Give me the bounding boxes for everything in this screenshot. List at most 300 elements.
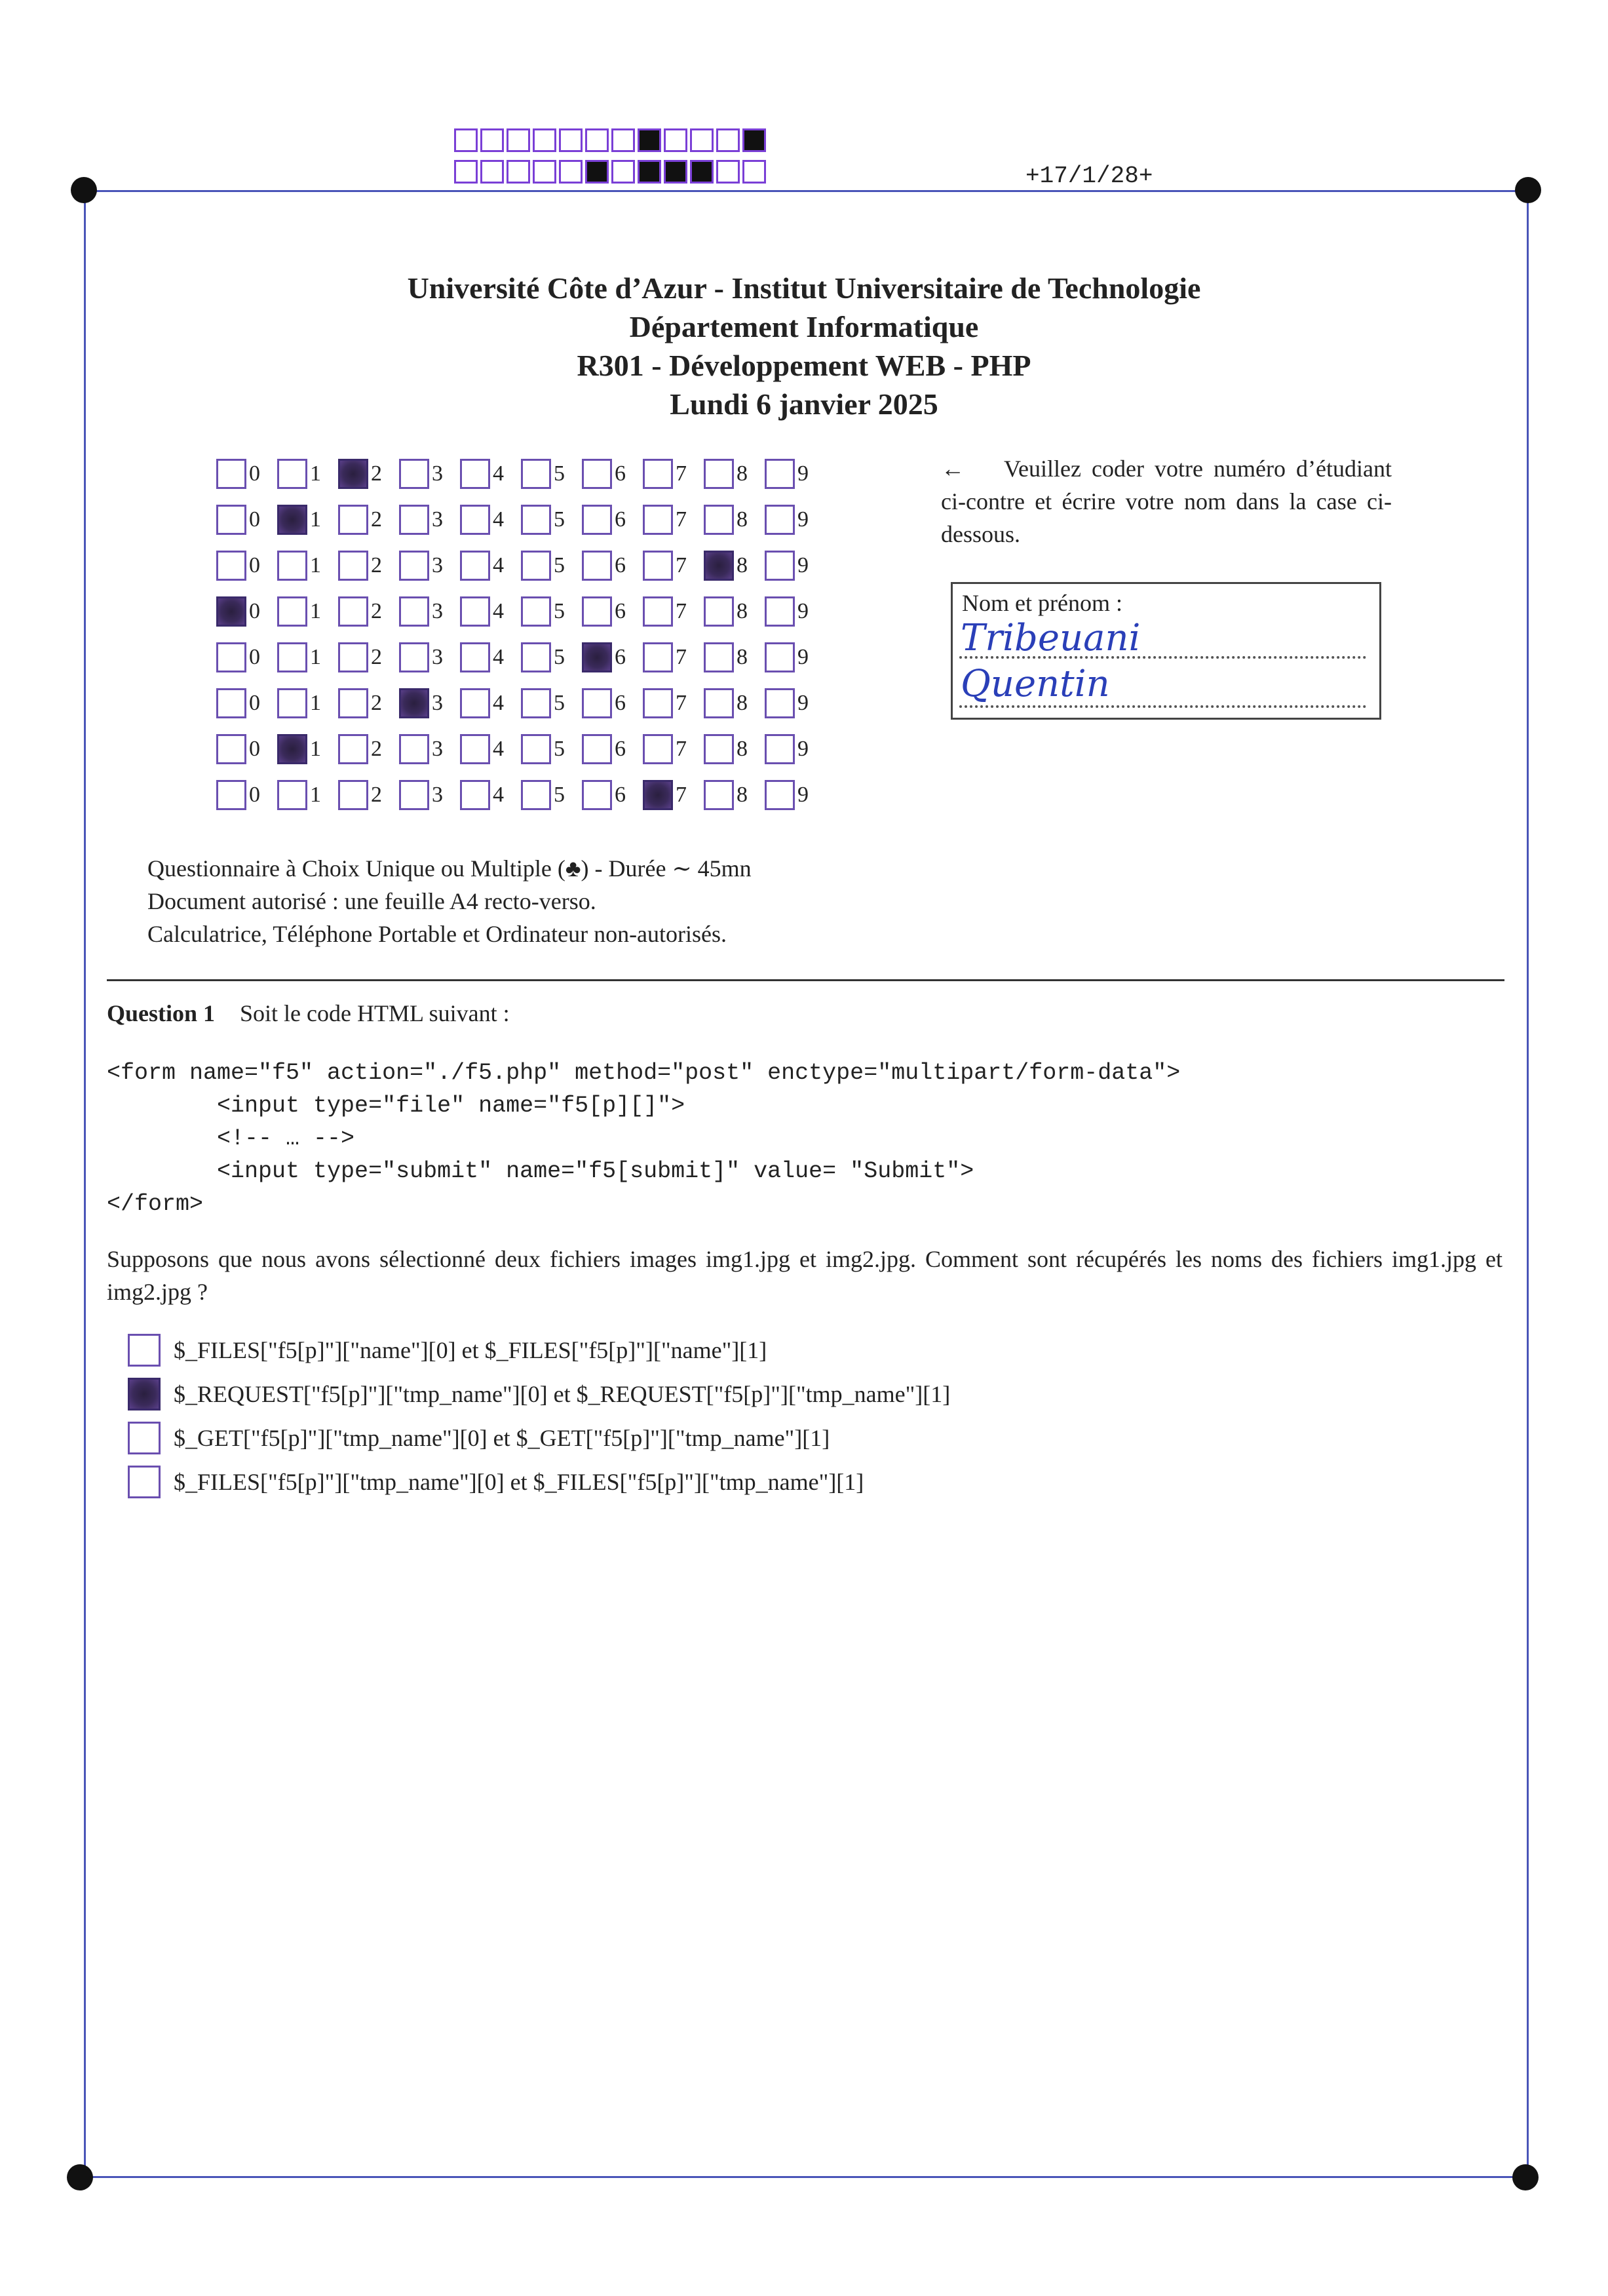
- barcode-cell: [585, 160, 609, 184]
- id-digit-option: [338, 734, 399, 764]
- id-digit-label: 1: [310, 645, 321, 669]
- id-digit-checkbox[interactable]: [643, 688, 673, 718]
- id-digit-label: 7: [676, 599, 687, 623]
- id-digit-option: [216, 505, 277, 535]
- id-digit-label: 2: [371, 645, 382, 669]
- id-digit-label: 9: [797, 507, 809, 532]
- answer-checkbox[interactable]: [128, 1466, 161, 1498]
- id-digit-checkbox[interactable]: [460, 551, 490, 581]
- id-digit-checkbox[interactable]: [338, 596, 368, 627]
- handwritten-last-name: Tribeuani: [961, 617, 1141, 659]
- id-digit-option: [765, 596, 826, 627]
- id-digit-label: 9: [797, 461, 809, 486]
- frame-right: [1527, 190, 1529, 2176]
- id-digit-option: [521, 505, 582, 535]
- corner-mark-bottom-right: [1512, 2164, 1539, 2190]
- id-digit-option: [643, 780, 704, 810]
- id-digit-label: 4: [493, 691, 504, 715]
- id-digit-option: [582, 596, 643, 627]
- id-digit-option: [704, 688, 765, 718]
- id-digit-label: 0: [249, 553, 260, 577]
- id-digit-checkbox[interactable]: [521, 780, 551, 810]
- code-line: <input type="submit" name="f5[submit]" value= "Submit">: [107, 1158, 974, 1184]
- id-digit-checkbox[interactable]: [216, 642, 246, 672]
- corner-mark-top-right: [1515, 177, 1541, 203]
- answer-option: [128, 1460, 950, 1504]
- id-digit-checkbox[interactable]: [460, 642, 490, 672]
- id-digit-label: 3: [432, 645, 443, 669]
- exam-info-line-1: Questionnaire à Choix Unique ou Multiple (♣) - Durée ∼ 45mn: [147, 855, 752, 882]
- id-digit-label: 0: [249, 783, 260, 807]
- barcode-cell: [664, 160, 687, 184]
- id-digit-label: 2: [371, 783, 382, 807]
- id-digit-label: 7: [676, 553, 687, 577]
- barcode-cell: [716, 128, 740, 152]
- id-digit-label: 6: [615, 691, 626, 715]
- id-digit-checkbox[interactable]: [216, 688, 246, 718]
- id-digit-option: [399, 596, 460, 627]
- barcode-cell: [533, 160, 556, 184]
- code-block: [107, 1057, 1180, 1220]
- header-department: Département Informatique: [629, 310, 979, 343]
- id-digit-label: 3: [432, 691, 443, 715]
- id-digit-checkbox[interactable]: [704, 688, 734, 718]
- id-digit-label: 3: [432, 507, 443, 532]
- id-digit-label: 0: [249, 737, 260, 761]
- id-digit-checkbox[interactable]: [460, 734, 490, 764]
- id-digit-label: 2: [371, 737, 382, 761]
- id-digit-checkbox[interactable]: [521, 642, 551, 672]
- barcode-cell: [480, 128, 504, 152]
- exam-info-line-3: Calculatrice, Téléphone Portable et Ordinateur non-autorisés.: [147, 921, 727, 947]
- id-digit-checkbox[interactable]: [765, 734, 795, 764]
- barcode-cell: [742, 128, 766, 152]
- id-digit-label: 3: [432, 461, 443, 486]
- id-digit-label: 4: [493, 553, 504, 577]
- id-digit-label: 2: [371, 553, 382, 577]
- id-digit-checkbox[interactable]: [704, 642, 734, 672]
- id-digit-label: 3: [432, 553, 443, 577]
- barcode-cell: [611, 128, 635, 152]
- id-digit-label: 8: [737, 461, 748, 486]
- id-digit-option: [582, 780, 643, 810]
- id-digit-label: 1: [310, 553, 321, 577]
- id-digit-option: [338, 780, 399, 810]
- id-digit-checkbox[interactable]: [460, 505, 490, 535]
- id-digit-option: [582, 734, 643, 764]
- id-digit-option: [277, 596, 338, 627]
- id-digit-checkbox[interactable]: [338, 642, 368, 672]
- id-digit-option: [338, 688, 399, 718]
- id-digit-label: 0: [249, 507, 260, 532]
- id-digit-checkbox[interactable]: [460, 780, 490, 810]
- answer-label: $_GET["f5[p]"]["tmp_name"][0] et $_GET["f5[p]"]["tmp_name"][1]: [174, 1424, 830, 1451]
- id-digit-label: 8: [737, 691, 748, 715]
- id-digit-label: 6: [615, 645, 626, 669]
- id-digit-label: 4: [493, 461, 504, 486]
- id-digit-checkbox[interactable]: [399, 642, 429, 672]
- id-digit-label: 8: [737, 553, 748, 577]
- id-digit-label: 7: [676, 737, 687, 761]
- barcode-cell: [559, 160, 583, 184]
- id-digit-checkbox[interactable]: [277, 459, 307, 489]
- id-digit-checkbox[interactable]: [399, 780, 429, 810]
- answer-option: [128, 1328, 950, 1372]
- id-digit-label: 9: [797, 691, 809, 715]
- id-digit-checkbox[interactable]: [216, 734, 246, 764]
- id-digit-label: 1: [310, 691, 321, 715]
- id-digit-checkbox[interactable]: [765, 596, 795, 627]
- id-digit-option: [338, 551, 399, 581]
- id-digit-checkbox[interactable]: [582, 505, 612, 535]
- id-digit-option: [521, 551, 582, 581]
- barcode-row-1: [454, 128, 769, 152]
- id-digit-option: [643, 459, 704, 489]
- id-digit-option: [277, 688, 338, 718]
- id-digit-row: [216, 772, 826, 818]
- id-digit-row: [216, 634, 826, 680]
- id-digit-option: [704, 642, 765, 672]
- handwritten-first-name: Quentin: [961, 663, 1110, 705]
- id-digit-checkbox[interactable]: [277, 688, 307, 718]
- barcode-cell: [742, 160, 766, 184]
- id-digit-checkbox[interactable]: [277, 734, 307, 764]
- id-digit-label: 0: [249, 461, 260, 486]
- id-digit-option: [399, 734, 460, 764]
- id-digit-checkbox[interactable]: [521, 688, 551, 718]
- id-digit-label: 1: [310, 507, 321, 532]
- id-digit-checkbox[interactable]: [460, 459, 490, 489]
- barcode-cell: [507, 128, 530, 152]
- id-digit-option: [460, 551, 521, 581]
- id-digit-label: 4: [493, 737, 504, 761]
- barcode-cell: [690, 160, 714, 184]
- id-digit-label: 3: [432, 737, 443, 761]
- id-digit-label: 7: [676, 691, 687, 715]
- id-digit-row: [216, 497, 826, 543]
- id-digit-label: 6: [615, 461, 626, 486]
- id-digit-option: [765, 551, 826, 581]
- header-course: R301 - Développement WEB - PHP: [577, 349, 1031, 382]
- id-digit-checkbox[interactable]: [277, 551, 307, 581]
- id-digit-option: [460, 780, 521, 810]
- id-digit-checkbox[interactable]: [216, 780, 246, 810]
- id-digit-checkbox[interactable]: [582, 688, 612, 718]
- barcode-cell: [533, 128, 556, 152]
- id-digit-row: [216, 589, 826, 634]
- id-digit-option: [460, 505, 521, 535]
- id-digit-option: [399, 459, 460, 489]
- id-digit-label: 5: [554, 645, 565, 669]
- id-digit-option: [704, 459, 765, 489]
- id-digit-option: [216, 551, 277, 581]
- answer-label: $_FILES["f5[p]"]["name"][0] et $_FILES["f5[p]"]["name"][1]: [174, 1336, 767, 1363]
- id-digit-checkbox[interactable]: [704, 734, 734, 764]
- id-digit-label: 4: [493, 599, 504, 623]
- instructions-text: Veuillez coder votre numéro d’étudiant ci-contre et écrire votre nom dans la case ci-dessous.: [941, 456, 1392, 547]
- id-digit-checkbox[interactable]: [338, 734, 368, 764]
- id-digit-option: [338, 642, 399, 672]
- id-digit-label: 6: [615, 599, 626, 623]
- id-digit-option: [582, 459, 643, 489]
- id-digit-label: 3: [432, 599, 443, 623]
- id-digit-checkbox[interactable]: [399, 459, 429, 489]
- id-digit-option: [643, 596, 704, 627]
- id-digit-checkbox[interactable]: [338, 505, 368, 535]
- id-digit-checkbox[interactable]: [704, 505, 734, 535]
- id-digit-option: [399, 688, 460, 718]
- id-digit-option: [704, 505, 765, 535]
- id-digit-option: [399, 642, 460, 672]
- id-digit-option: [582, 505, 643, 535]
- id-digit-option: [460, 734, 521, 764]
- name-box-label: Nom et prénom :: [962, 590, 1122, 616]
- name-line-2: [959, 705, 1366, 708]
- id-digit-option: [216, 459, 277, 489]
- name-box[interactable]: [951, 582, 1381, 720]
- code-line: </form>: [107, 1191, 204, 1217]
- id-digit-checkbox[interactable]: [643, 459, 673, 489]
- code-line: <input type="file" name="f5[p][]">: [107, 1093, 685, 1119]
- id-digit-label: 0: [249, 691, 260, 715]
- corner-mark-top-left: [71, 177, 97, 203]
- id-digit-label: 2: [371, 461, 382, 486]
- barcode-cell: [507, 160, 530, 184]
- id-digit-checkbox[interactable]: [582, 780, 612, 810]
- id-digit-row: [216, 726, 826, 772]
- separator: [107, 979, 1504, 981]
- id-digit-checkbox[interactable]: [277, 505, 307, 535]
- id-digit-label: 2: [371, 691, 382, 715]
- id-digit-label: 1: [310, 737, 321, 761]
- id-digit-option: [704, 596, 765, 627]
- barcode-cell: [480, 160, 504, 184]
- id-digit-option: [216, 596, 277, 627]
- id-digit-checkbox[interactable]: [643, 505, 673, 535]
- id-digit-option: [399, 505, 460, 535]
- id-digit-checkbox[interactable]: [521, 505, 551, 535]
- id-digit-checkbox[interactable]: [338, 688, 368, 718]
- id-digit-option: [643, 505, 704, 535]
- id-digit-checkbox[interactable]: [521, 596, 551, 627]
- id-digit-checkbox[interactable]: [582, 551, 612, 581]
- id-digit-checkbox[interactable]: [338, 780, 368, 810]
- id-digit-label: 9: [797, 553, 809, 577]
- id-digit-option: [216, 688, 277, 718]
- id-digit-checkbox[interactable]: [643, 642, 673, 672]
- answer-label: $_REQUEST["f5[p]"]["tmp_name"][0] et $_REQUEST["f5[p]"]["tmp_name"][1]: [174, 1380, 951, 1407]
- code-line: <!-- … -->: [107, 1125, 355, 1152]
- question-text: Supposons que nous avons sélectionné deux fichiers images img1.jpg et img2.jpg. Comment sont récupérés les noms des fichiers img1.jpg et img2.jpg ?: [107, 1246, 1503, 1305]
- id-digit-checkbox[interactable]: [643, 734, 673, 764]
- exam-header: [0, 269, 1608, 423]
- id-instructions: [941, 452, 1392, 551]
- id-digit-checkbox[interactable]: [643, 551, 673, 581]
- id-digit-option: [643, 688, 704, 718]
- id-digit-label: 2: [371, 507, 382, 532]
- id-digit-option: [521, 780, 582, 810]
- id-digit-checkbox[interactable]: [765, 551, 795, 581]
- id-digit-label: 7: [676, 645, 687, 669]
- id-digit-option: [216, 734, 277, 764]
- id-digit-checkbox[interactable]: [460, 688, 490, 718]
- id-digit-checkbox[interactable]: [277, 780, 307, 810]
- id-digit-checkbox[interactable]: [582, 642, 612, 672]
- id-digit-option: [460, 642, 521, 672]
- barcode-cell: [690, 128, 714, 152]
- id-digit-option: [338, 505, 399, 535]
- id-digit-option: [765, 505, 826, 535]
- id-digit-checkbox[interactable]: [765, 459, 795, 489]
- id-digit-checkbox[interactable]: [582, 596, 612, 627]
- barcode-cell: [454, 160, 478, 184]
- header-date: Lundi 6 janvier 2025: [670, 387, 938, 421]
- answer-checkbox[interactable]: [128, 1334, 161, 1367]
- answer-checkbox[interactable]: [128, 1422, 161, 1454]
- barcode-cell: [716, 160, 740, 184]
- id-digit-label: 6: [615, 553, 626, 577]
- id-digit-label: 4: [493, 783, 504, 807]
- id-digit-checkbox[interactable]: [216, 551, 246, 581]
- id-digit-label: 6: [615, 507, 626, 532]
- id-digit-checkbox[interactable]: [704, 780, 734, 810]
- question-intro: Soit le code HTML suivant :: [240, 1000, 510, 1026]
- id-digit-label: 0: [249, 599, 260, 623]
- id-digit-option: [277, 780, 338, 810]
- id-digit-checkbox[interactable]: [521, 551, 551, 581]
- answer-checkbox[interactable]: [128, 1378, 161, 1411]
- id-digit-checkbox[interactable]: [399, 734, 429, 764]
- code-line: <form name="f5" action="./f5.php" method="post" enctype="multipart/form-data">: [107, 1060, 1181, 1086]
- id-digit-option: [521, 459, 582, 489]
- frame-top: [85, 190, 1528, 192]
- id-digit-label: 5: [554, 461, 565, 486]
- id-digit-checkbox[interactable]: [704, 596, 734, 627]
- id-digit-label: 1: [310, 599, 321, 623]
- id-digit-option: [277, 505, 338, 535]
- id-digit-checkbox[interactable]: [338, 459, 368, 489]
- page-code: +17/1/28+: [1025, 163, 1153, 189]
- answer-label: $_FILES["f5[p]"]["tmp_name"][0] et $_FILES["f5[p]"]["tmp_name"][1]: [174, 1468, 864, 1495]
- barcode-cell: [454, 128, 478, 152]
- barcode-cell: [611, 160, 635, 184]
- id-digit-option: [399, 780, 460, 810]
- id-digit-checkbox[interactable]: [704, 551, 734, 581]
- id-digit-checkbox[interactable]: [216, 459, 246, 489]
- id-digit-label: 8: [737, 783, 748, 807]
- id-digit-option: [582, 642, 643, 672]
- id-digit-checkbox[interactable]: [765, 642, 795, 672]
- barcode-cell: [559, 128, 583, 152]
- id-digit-label: 3: [432, 783, 443, 807]
- id-digit-label: 7: [676, 461, 687, 486]
- id-digit-option: [582, 551, 643, 581]
- id-digit-checkbox[interactable]: [338, 551, 368, 581]
- answer-option: [128, 1416, 950, 1460]
- id-digit-option: [704, 780, 765, 810]
- id-digit-checkbox[interactable]: [399, 688, 429, 718]
- id-digit-option: [704, 734, 765, 764]
- id-digit-label: 6: [615, 783, 626, 807]
- id-digit-checkbox[interactable]: [216, 596, 246, 627]
- id-digit-label: 4: [493, 507, 504, 532]
- header-university: Université Côte d’Azur - Institut Universitaire de Technologie: [407, 271, 1201, 305]
- barcode-cell: [638, 128, 661, 152]
- id-digit-checkbox[interactable]: [704, 459, 734, 489]
- id-digit-row: [216, 451, 826, 497]
- id-digit-option: [277, 642, 338, 672]
- id-digit-option: [643, 551, 704, 581]
- id-digit-option: [643, 734, 704, 764]
- id-digit-checkbox[interactable]: [399, 505, 429, 535]
- answer-list: [128, 1328, 950, 1504]
- id-digit-label: 7: [676, 507, 687, 532]
- id-digit-option: [216, 642, 277, 672]
- id-digit-checkbox[interactable]: [277, 596, 307, 627]
- id-digit-checkbox[interactable]: [277, 642, 307, 672]
- id-digit-label: 8: [737, 507, 748, 532]
- barcode-cell: [638, 160, 661, 184]
- id-digit-label: 8: [737, 645, 748, 669]
- id-digit-row: [216, 543, 826, 589]
- id-digit-option: [521, 642, 582, 672]
- exam-info: [147, 852, 752, 950]
- question-heading: [107, 1000, 510, 1027]
- id-digit-checkbox[interactable]: [521, 734, 551, 764]
- id-digit-option: [765, 688, 826, 718]
- id-digit-option: [399, 551, 460, 581]
- id-digit-option: [277, 459, 338, 489]
- id-digit-option: [460, 688, 521, 718]
- id-digit-label: 5: [554, 553, 565, 577]
- question-number: Question 1: [107, 1000, 216, 1026]
- id-digit-label: 5: [554, 599, 565, 623]
- id-digit-checkbox[interactable]: [643, 596, 673, 627]
- answer-option: [128, 1372, 950, 1416]
- id-digit-checkbox[interactable]: [765, 505, 795, 535]
- id-digit-label: 9: [797, 645, 809, 669]
- id-digit-option: [643, 642, 704, 672]
- id-digit-row: [216, 680, 826, 726]
- id-digit-label: 8: [737, 599, 748, 623]
- frame-bottom: [79, 2176, 1528, 2178]
- id-digit-label: 5: [554, 783, 565, 807]
- id-digit-option: [460, 459, 521, 489]
- arrow-left-icon: ←: [941, 456, 965, 482]
- id-digit-checkbox[interactable]: [399, 596, 429, 627]
- id-digit-checkbox[interactable]: [765, 780, 795, 810]
- id-digit-checkbox[interactable]: [643, 780, 673, 810]
- id-digit-label: 5: [554, 737, 565, 761]
- barcode-cell: [664, 128, 687, 152]
- id-digit-option: [277, 734, 338, 764]
- corner-mark-bottom-left: [67, 2164, 93, 2190]
- student-id-grid: [216, 451, 826, 818]
- id-digit-label: 8: [737, 737, 748, 761]
- id-digit-checkbox[interactable]: [765, 688, 795, 718]
- id-digit-checkbox[interactable]: [521, 459, 551, 489]
- id-digit-label: 1: [310, 783, 321, 807]
- id-digit-label: 5: [554, 691, 565, 715]
- id-digit-checkbox[interactable]: [399, 551, 429, 581]
- id-digit-checkbox[interactable]: [216, 505, 246, 535]
- id-digit-label: 1: [310, 461, 321, 486]
- id-digit-checkbox[interactable]: [582, 459, 612, 489]
- id-digit-checkbox[interactable]: [460, 596, 490, 627]
- barcode-row-2: [454, 160, 769, 184]
- id-digit-option: [765, 642, 826, 672]
- id-digit-checkbox[interactable]: [582, 734, 612, 764]
